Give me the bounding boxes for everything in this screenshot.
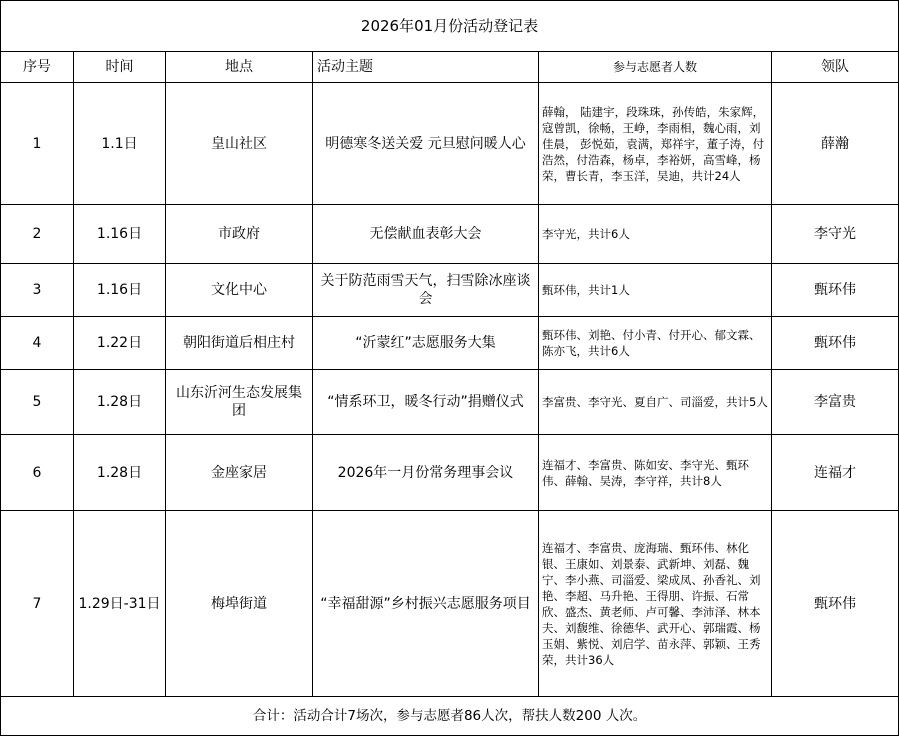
cell-leader: 薛瀚 <box>772 83 899 205</box>
cell-volunteers: 李守光，共计6人 <box>539 205 772 264</box>
cell-topic: 关于防范雨雪天气，扫雪除冰座谈会 <box>313 264 539 317</box>
table-row <box>1 83 899 205</box>
cell-time: 1.16日 <box>74 205 166 264</box>
table-row <box>1 435 899 511</box>
cell-time: 1.28日 <box>74 370 166 435</box>
cell-place: 梅埠街道 <box>166 511 313 697</box>
cell-leader: 李守光 <box>772 205 899 264</box>
cell-leader: 甄环伟 <box>772 317 899 370</box>
cell-no: 6 <box>1 435 74 511</box>
cell-volunteers: 李富贵、李守光、夏自广、司淄爱，共计5人 <box>539 370 772 435</box>
header-place: 地点 <box>166 52 313 83</box>
cell-leader: 甄环伟 <box>772 264 899 317</box>
cell-time: 1.29日-31日 <box>74 511 166 697</box>
cell-volunteers: 甄环伟、刘艳、付小青、付开心、郁文霖、陈亦飞，共计6人 <box>539 317 772 370</box>
cell-topic: “沂蒙红”志愿服务大集 <box>313 317 539 370</box>
table-row <box>1 205 899 264</box>
cell-time: 1.16日 <box>74 264 166 317</box>
header-leader: 领队 <box>772 52 899 83</box>
cell-topic: 明德寒冬送关爱 元旦慰问暖人心 <box>313 83 539 205</box>
header-row <box>1 52 899 83</box>
cell-place: 金座家居 <box>166 435 313 511</box>
cell-place: 山东沂河生态发展集团 <box>166 370 313 435</box>
table-row <box>1 317 899 370</box>
cell-time: 1.1日 <box>74 83 166 205</box>
cell-place: 朝阳街道后相庄村 <box>166 317 313 370</box>
cell-topic: “情系环卫，暖冬行动”捐赠仪式 <box>313 370 539 435</box>
header-topic: 活动主题 <box>313 52 539 83</box>
cell-no: 1 <box>1 83 74 205</box>
table-row <box>1 511 899 697</box>
cell-place: 文化中心 <box>166 264 313 317</box>
footer-row <box>1 697 899 736</box>
cell-leader: 连福才 <box>772 435 899 511</box>
cell-topic: “幸福甜源”乡村振兴志愿服务项目 <box>313 511 539 697</box>
table-title: 2026年01月份活动登记表 <box>1 1 899 52</box>
summary-text: 合计：活动合计7场次，参与志愿者86人次，帮扶人数200 人次。 <box>1 697 899 736</box>
cell-place: 市政府 <box>166 205 313 264</box>
cell-volunteers: 连福才、李富贵、庞海瑞、甄环伟、林化银、王康如、刘景泰、武新坤、刘磊、魏宁、李小燕、司淄爱、梁成凤、孙香礼、刘艳、李超、马升艳、王得朋、许振、石常欣、盛杰、黄老师、卢可馨、李沛泽、林本夫、刘馥维、徐德华、武开心、郭瑞霞、杨玉娟、紫悦、刘启学、苗永萍、郭颖、王秀荣，共计36人 <box>539 511 772 697</box>
cell-topic: 2026年一月份常务理事会议 <box>313 435 539 511</box>
cell-no: 2 <box>1 205 74 264</box>
cell-leader: 甄环伟 <box>772 511 899 697</box>
cell-volunteers: 薛翰， 陆建宇，段珠珠，孙传皓，朱家辉，寇曾凯，徐畅，王峥，李雨相，魏心雨，刘佳晨， 彭悦茹，袁满，郑祥宇，董子涛，付浩然，付浩森，杨卓，李裕妍，高雪峰，杨荣，曹长青，李玉洋，吴迪，共计24人 <box>539 83 772 205</box>
cell-time: 1.22日 <box>74 317 166 370</box>
cell-no: 7 <box>1 511 74 697</box>
header-no: 序号 <box>1 52 74 83</box>
table-row <box>1 370 899 435</box>
cell-place: 皇山社区 <box>166 83 313 205</box>
cell-no: 4 <box>1 317 74 370</box>
cell-volunteers: 连福才、李富贵、陈如安、李守光、甄环伟、薛翰、吴涛，李守祥，共计8人 <box>539 435 772 511</box>
header-time: 时间 <box>74 52 166 83</box>
cell-no: 5 <box>1 370 74 435</box>
cell-topic: 无偿献血表彰大会 <box>313 205 539 264</box>
cell-no: 3 <box>1 264 74 317</box>
cell-time: 1.28日 <box>74 435 166 511</box>
title-row <box>1 1 899 52</box>
cell-volunteers: 甄环伟，共计1人 <box>539 264 772 317</box>
table-row <box>1 264 899 317</box>
cell-leader: 李富贵 <box>772 370 899 435</box>
header-volunteers: 参与志愿者人数 <box>539 52 772 83</box>
